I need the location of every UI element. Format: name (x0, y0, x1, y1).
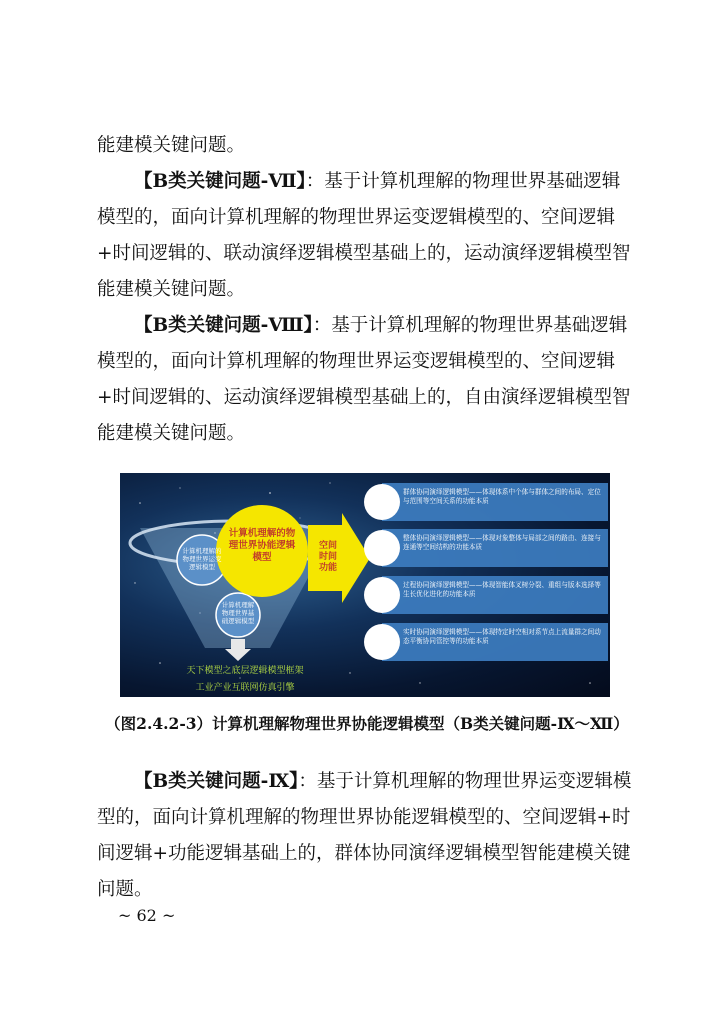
base-label-2: 工业产业互联网仿真引擎 (195, 683, 295, 693)
bottom-circle-label: 计算机理解物理世界基础逻辑模型 (221, 601, 255, 625)
item-text-3: 过程协同演绎逻辑模型——体现智能体叉树分裂、重组与版本选择等生长优化进化的功能本质 (403, 581, 601, 598)
item-bullet (364, 530, 400, 566)
paragraph-b7 (97, 164, 637, 308)
issue-label: 【B类关键问题-Ⅶ】 (134, 171, 306, 192)
item-text-1: 群体协同演绎逻辑模型——体现体系中个体与群体之间的布局、定位与范围等空间关系的功能本质 (403, 488, 601, 505)
issue-label: 【B类关键问题-Ⅸ】 (134, 771, 299, 792)
base-label-1: 天下模型之底层逻辑模型框架 (186, 666, 304, 676)
paragraph-fragment: 能建模关键问题。 (97, 135, 246, 156)
paragraph-b8 (97, 308, 637, 452)
issue-text: ：基于计算机理解的物理世界基础逻辑模型的，面向计算机理解的物理世界运变逻辑模型的、空间逻辑+时间逻辑的、联动演绎逻辑模型基础上的，运动演绎逻辑模型智能建模关键问题。 (97, 171, 631, 300)
paragraph-b9 (97, 764, 637, 908)
figure-logic-model (120, 473, 610, 697)
item-text-4: 实时协同演绎逻辑模型——体现特定时空相对系节点上流量群之间动态平衡协同管控等的功能本质 (403, 628, 601, 645)
text-fragment (97, 128, 637, 164)
center-circle-label: 计算机理解的物理世界协能逻辑模型 (228, 528, 296, 563)
item-text-2: 整体协同演绎逻辑模型——体现对象整体与局部之间的路由、连接与连通等空间结构的功能本质 (403, 534, 601, 551)
issue-label: 【B类关键问题-Ⅷ】 (134, 315, 313, 336)
item-bullet (364, 577, 400, 613)
item-bullet (364, 484, 400, 520)
item-bullet (364, 624, 400, 660)
left-circle-label: 计算机理解的物理世界运变逻辑模型 (182, 547, 222, 571)
page-number: ~ 62 ~ (118, 906, 176, 925)
item-bullets (364, 484, 400, 660)
issue-text: ：基于计算机理解的物理世界基础逻辑模型的，面向计算机理解的物理世界运变逻辑模型的、空间逻辑+时间逻辑的、运动演绎逻辑模型基础上的，自由演绎逻辑模型智能建模关键问题。 (97, 315, 631, 444)
issue-text: ：基于计算机理解的物理世界运变逻辑模型的，面向计算机理解的物理世界协能逻辑模型的、空间逻辑+时间逻辑+功能逻辑基础上的，群体协同演绎逻辑模型智能建模关键问题。 (97, 771, 632, 900)
arrow-label: 空间时间功能 (318, 541, 337, 573)
figure-caption: （图2.4.2-3）计算机理解物理世界协能逻辑模型（B类关键问题-Ⅸ～Ⅻ） (105, 714, 629, 733)
